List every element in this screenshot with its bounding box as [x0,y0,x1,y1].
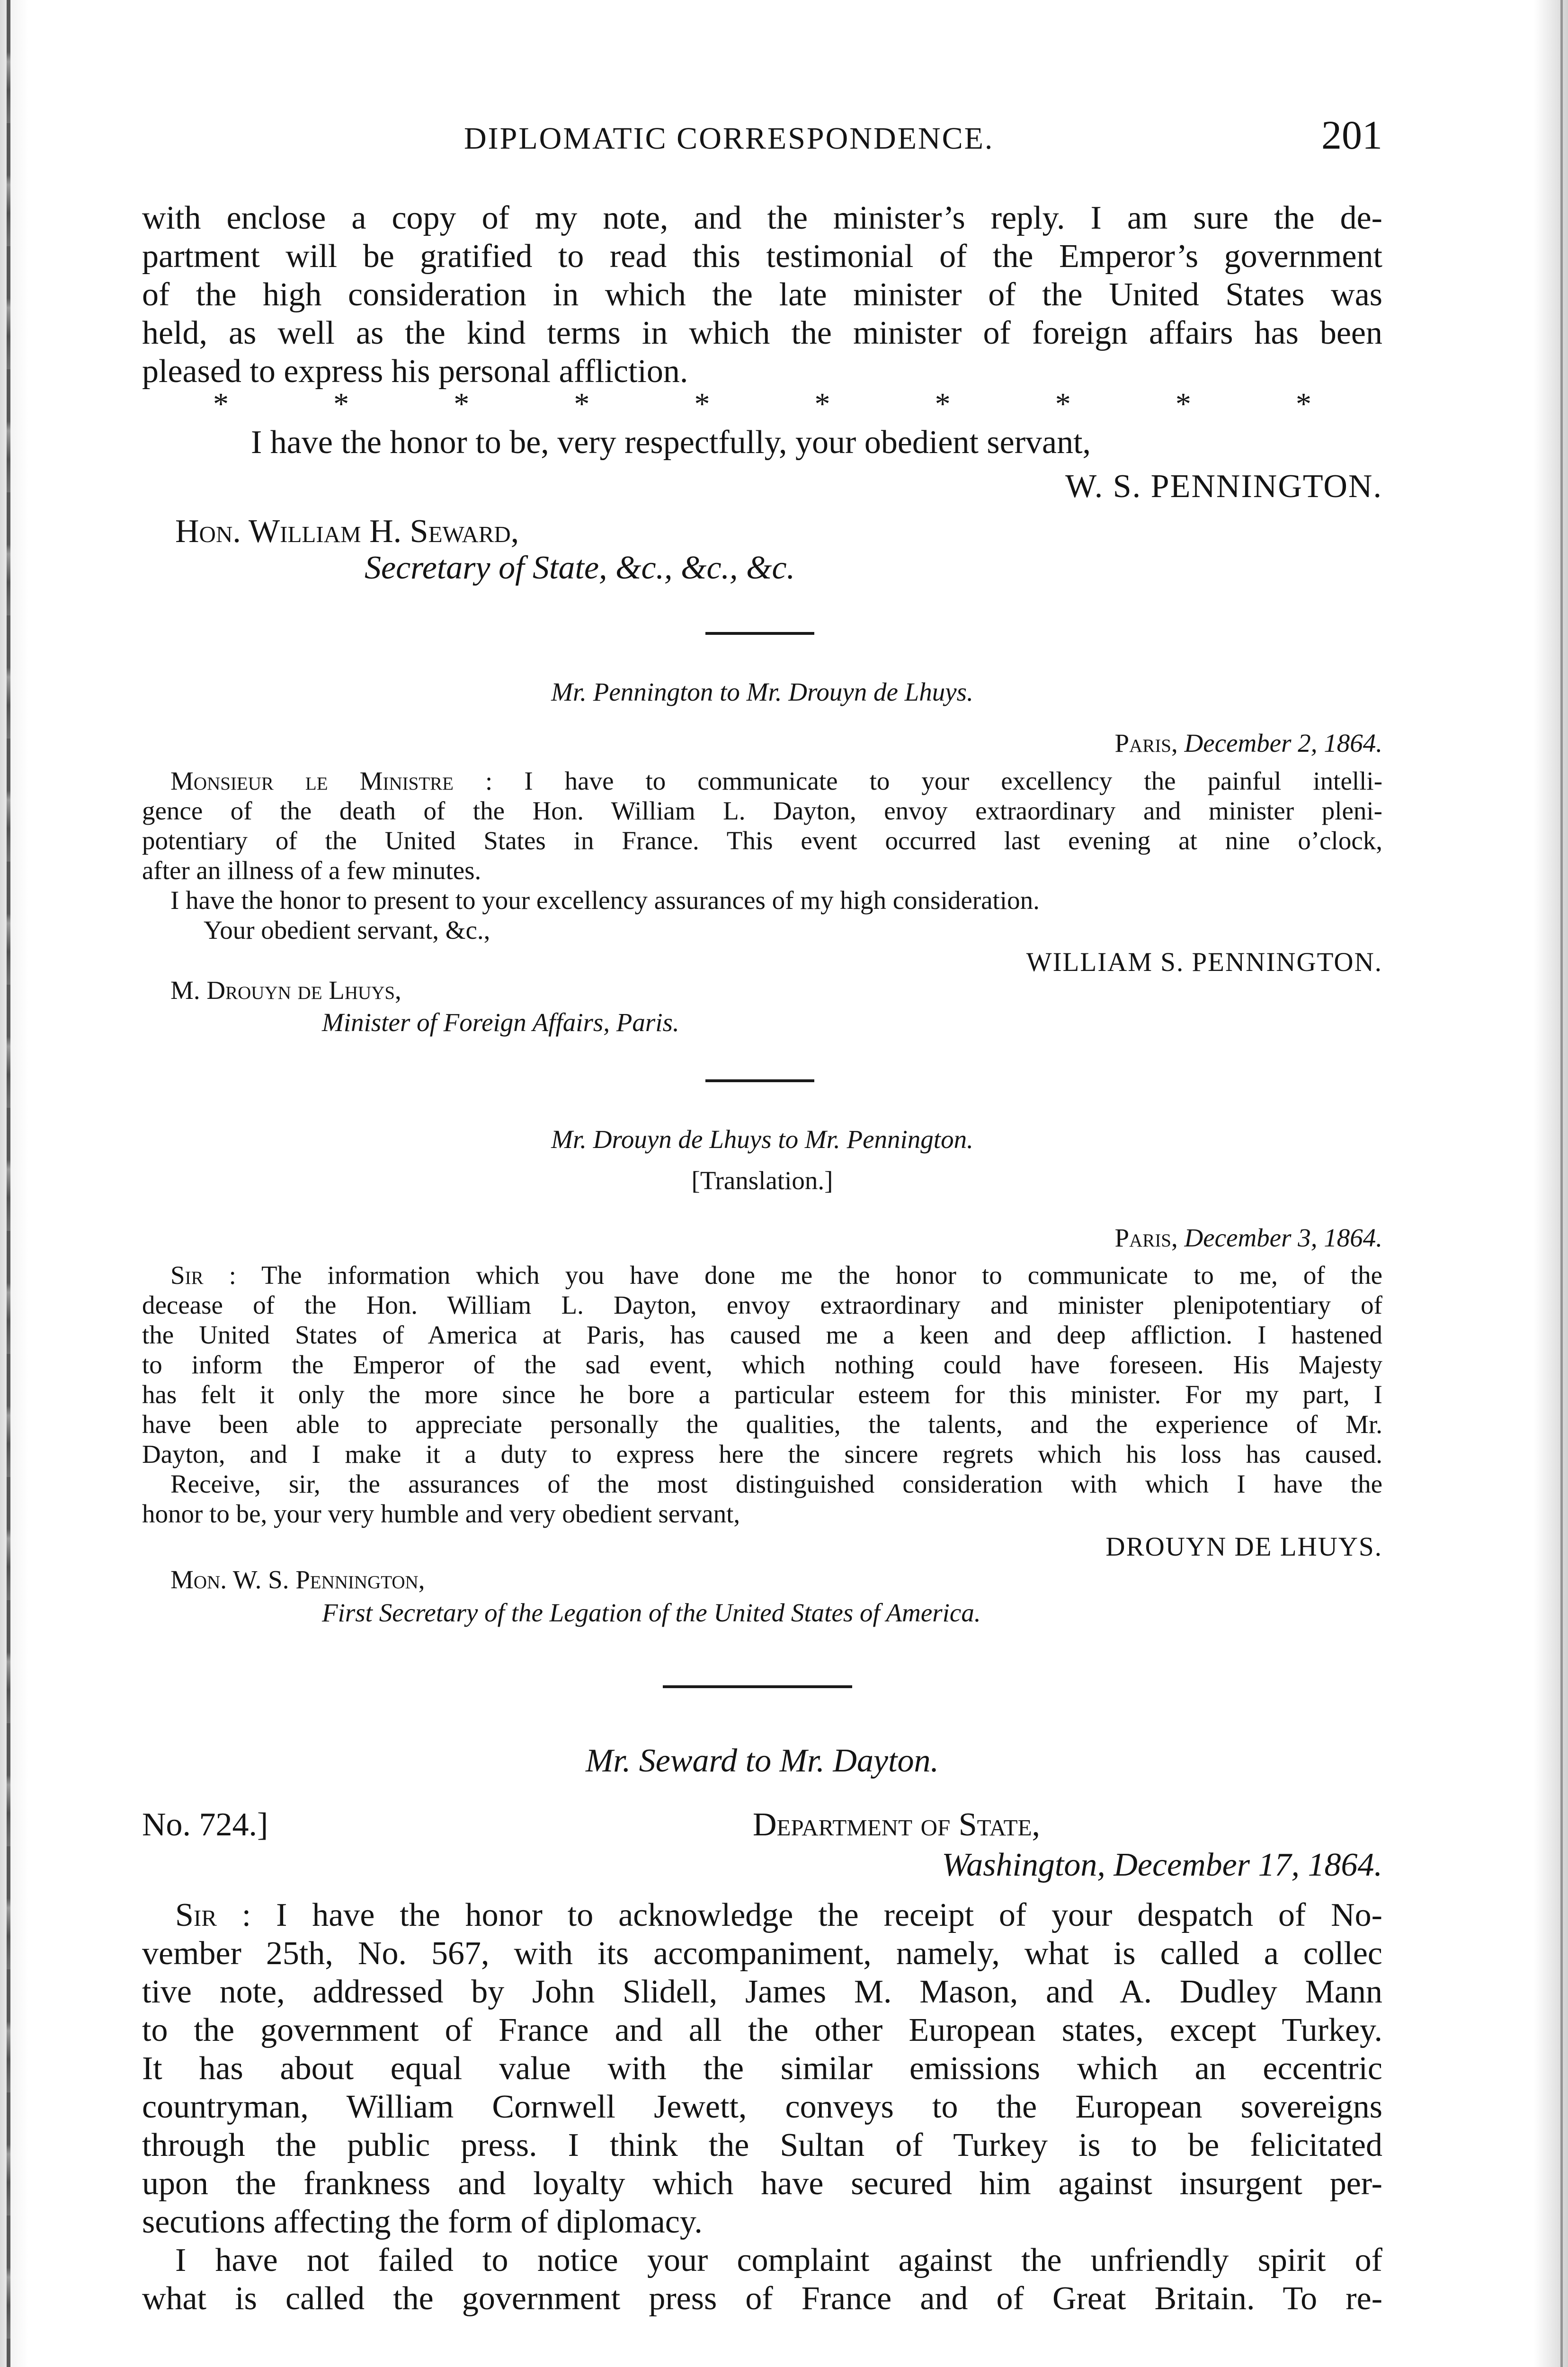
text-span: I have to communicate to your excellency the painful intelli- [524,766,1383,795]
star: * [935,387,951,421]
despatch-number: No. 724.] [142,1806,268,1843]
letter-heading: Mr. Drouyn de Lhuys to Mr. Pennington. [551,1125,973,1154]
translation-note: [Translation.] [691,1166,833,1195]
text-line [142,766,1382,796]
page-edge-left [7,0,10,2367]
signature: DROUYN DE LHUYS. [1105,1532,1382,1562]
dateline [1115,728,1382,758]
letter-body [142,1260,1382,1529]
text-line: have been able to appreciate personally the qualities, the talents, and the experience of Mr. [142,1410,1382,1439]
star: * [333,387,349,421]
letter-heading: Mr. Seward to Mr. Dayton. [585,1743,939,1779]
star: * [1295,387,1311,421]
addressee-title: First Secretary of the Legation of the United States of America. [322,1598,981,1627]
text-line: after an illness of a few minutes. [142,856,481,885]
page-number: 201 [1321,112,1382,158]
text-line: of the high consideration in which the late minister of the United States was [142,276,1382,313]
dateline-place: Paris, [1114,729,1178,757]
salutation: Monsieur le Ministre : [170,766,493,795]
text-line: countryman, William Cornwell Jewett, conveys to the European sovereigns [142,2089,1382,2125]
signature: WILLIAM S. PENNINGTON. [1026,947,1382,977]
text-line: held, as well as the kind terms in which the minister of foreign affairs has been [142,315,1382,351]
star: * [1055,387,1071,421]
text-line: what is called the government press of France and of Great Britain. To re- [142,2280,1382,2317]
dateline-place-date: Washington, December 17, 1864. [942,1847,1382,1883]
dateline-date: December 2, 1864. [1184,729,1382,757]
section-divider [705,1079,814,1082]
closing-line: I have the honor to be, very respectfully, your obedient servant, [251,424,1091,461]
dateline [1115,1223,1382,1253]
star: * [814,387,830,421]
star: * [454,387,470,421]
running-head-title: DIPLOMATIC CORRESPONDENCE. [464,121,994,156]
text-line: the United States of America at Paris, has caused me a keen and deep affliction. I hastened [142,1320,1382,1349]
salutation: Sir : [175,1897,251,1933]
text-line: pleased to express his personal affliction. [142,353,688,390]
text-line: Your obedient servant, &c., [204,916,490,944]
text-line: Receive, sir, the assurances of the most distinguished consideration with which I have the [170,1469,1382,1498]
signature: W. S. PENNINGTON. [1065,468,1382,505]
ellipsis-stars [213,386,1311,422]
text-line: Dayton, and I make it a duty to express here the sincere regrets which his loss has caused. [142,1440,1382,1468]
text-line: gence of the death of the Hon. William L. Dayton, envoy extraordinary and minister pleni- [142,796,1382,825]
letter-body [142,1896,1382,2318]
text-line: partment will be gratified to read this testimonial of the Emperor’s government [142,238,1382,275]
addressee-name: Hon. William H. Seward, [175,513,519,550]
dateline-date: December 3, 1864. [1184,1223,1382,1252]
text-line [142,1896,1382,1934]
text-line: It has about equal value with the similar emissions which an eccentric [142,2050,1382,2087]
text-line: I have not failed to notice your complaint against the unfriendly spirit of [175,2242,1382,2278]
text-span: I have the honor to acknowledge the receipt of your despatch of No- [276,1897,1382,1933]
text-line: to the government of France and all the other European states, except Turkey. [142,2012,1382,2048]
text-line [142,1260,1382,1290]
text-line: upon the frankness and loyalty which have secured him against insurgent per- [142,2165,1382,2202]
salutation: Sir : [170,1261,236,1290]
addressee-name: Mon. W. S. Pennington, [170,1565,425,1594]
text-line: vember 25th, No. 567, with its accompaniment, namely, what is called a collec [142,1935,1382,1972]
text-line: potentiary of the United States in France. This event occurred last evening at nine o’clock, [142,826,1382,855]
star: * [213,387,229,421]
text-line: tive note, addressed by John Slidell, James M. Mason, and A. Dudley Mann [142,1974,1382,2010]
dateline-place: Paris, [1114,1223,1178,1252]
star: * [1175,387,1191,421]
page-edge-right [1560,0,1563,2367]
section-divider [705,632,814,635]
text-line: decease of the Hon. William L. Dayton, envoy extraordinary and minister plenipotentiary of [142,1290,1382,1319]
letter-body [142,766,1382,945]
addressee-name: M. Drouyn de Lhuys, [170,976,401,1005]
text-line: has felt it only the more since he bore a particular esteem for this minister. For my part, I [142,1380,1382,1409]
addressee-title: Secretary of State, &c., &c., &c. [365,550,795,586]
text-line: I have the honor to present to your excellency assurances of my high consideration. [170,886,1040,915]
text-line: to inform the Emperor of the sad event, which nothing could have foreseen. His Majesty [142,1350,1382,1379]
department-name: Department of State, [753,1806,1041,1843]
text-span: The information which you have done me the honor to communicate to me, of the [261,1261,1382,1290]
section-1-paragraph [142,199,1382,391]
addressee-title: Minister of Foreign Affairs, Paris. [322,1008,679,1037]
star: * [694,387,710,421]
running-head [142,111,1382,159]
text-line: secutions affecting the form of diplomacy. [142,2204,703,2240]
text-line: with enclose a copy of my note, and the minister’s reply. I am sure the de- [142,200,1382,236]
letter-heading: Mr. Pennington to Mr. Drouyn de Lhuys. [551,677,973,706]
star: * [574,387,590,421]
section-divider [663,1685,852,1688]
text-line: honor to be, your very humble and very obedient servant, [142,1499,740,1528]
text-line: through the public press. I think the Sultan of Turkey is to be felicitated [142,2127,1382,2163]
